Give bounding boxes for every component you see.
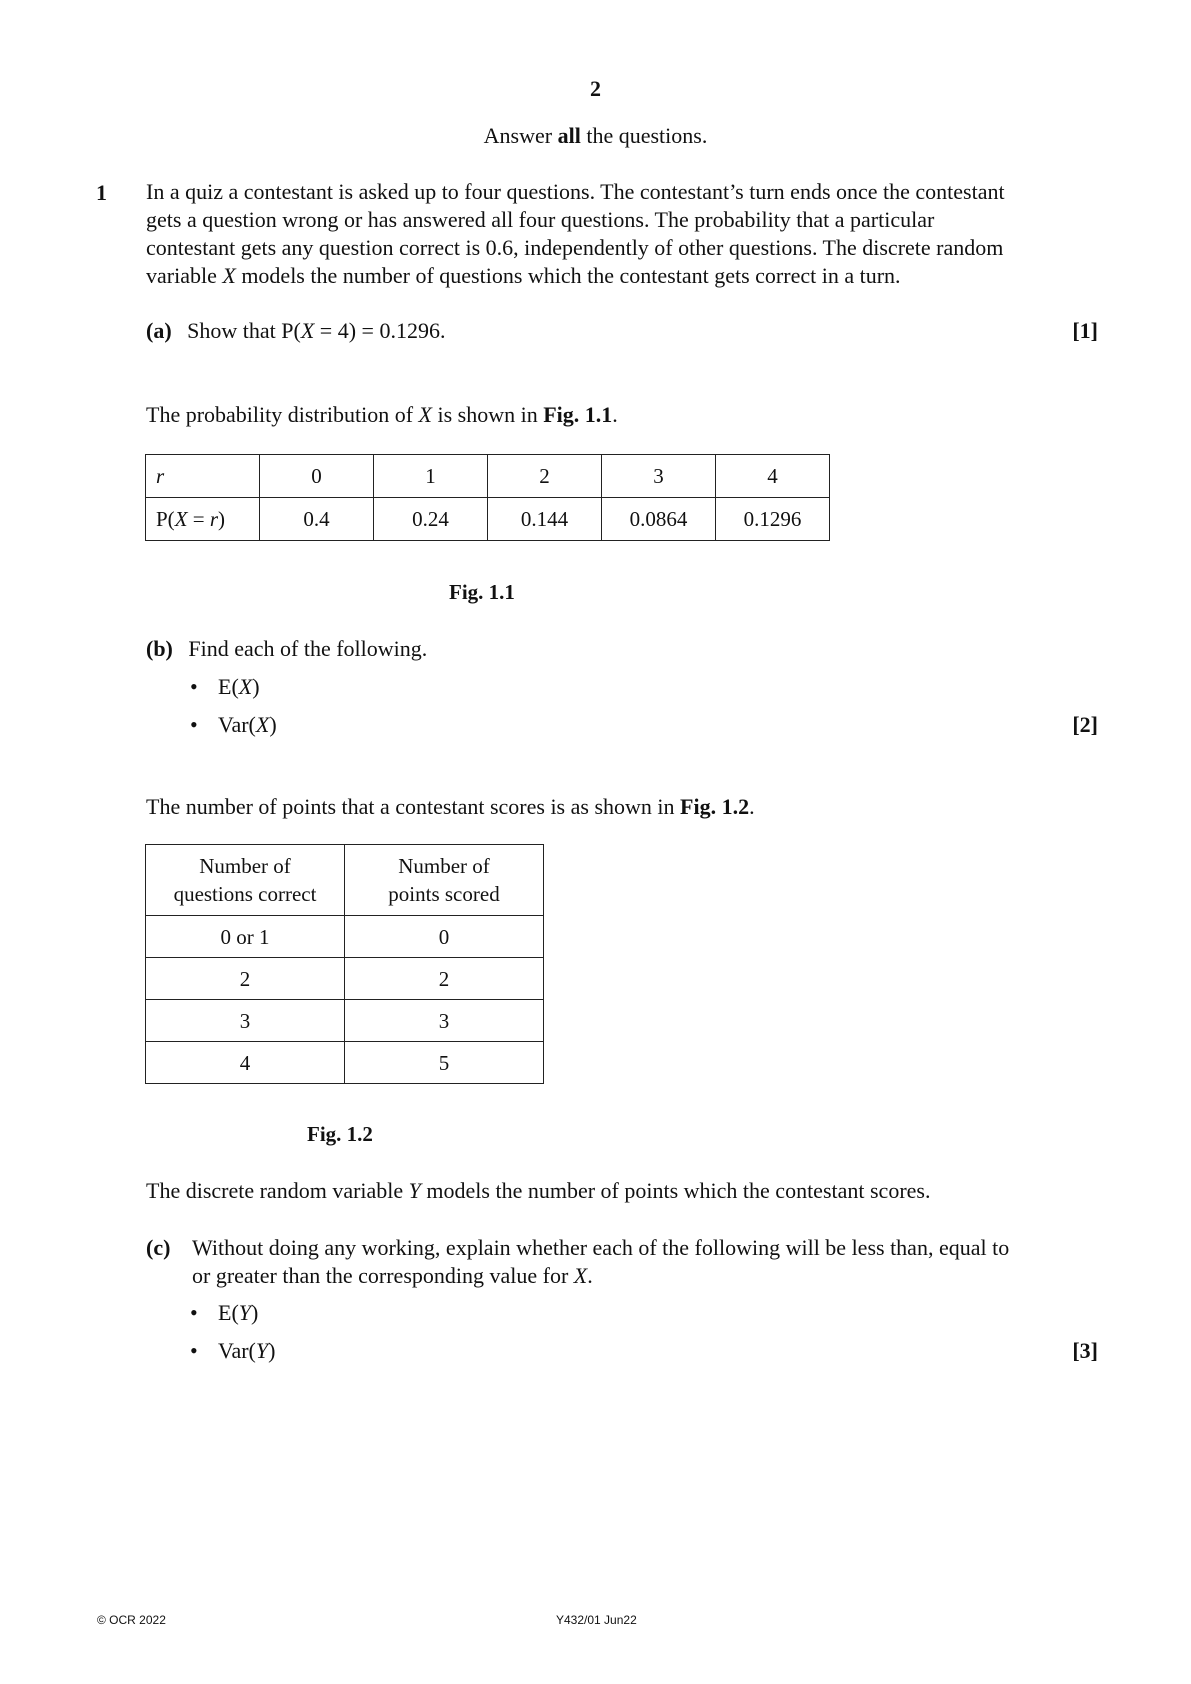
table-cell: 2: [345, 958, 544, 1000]
column-header: Number of questions correct: [146, 845, 345, 916]
part-a-text: Show that P(X = 4) = 0.1296.: [187, 318, 446, 343]
table-row: [146, 916, 544, 958]
part-c-line: or greater than the corresponding value for X.: [192, 1263, 593, 1288]
part-b: [146, 636, 427, 662]
page-number: 2: [590, 76, 601, 101]
part-a: [146, 318, 445, 344]
fig11-intro: The probability distribution of X is shown in Fig. 1.1.: [146, 402, 618, 427]
table-cell: 0: [345, 916, 544, 958]
stem-line: contestant gets any question correct is 0.6, independently of other questions. The discrete random: [146, 235, 1004, 260]
stem-text: variable: [146, 263, 223, 288]
table-cell: 0 or 1: [146, 916, 345, 958]
bullet-icon: •: [190, 1300, 198, 1325]
points-table: [145, 844, 544, 1084]
footer-paper-code: Y432/01 Jun22: [556, 1613, 637, 1627]
stem-line: gets a question wrong or has answered all four questions. The probability that a particular: [146, 207, 935, 232]
table-cell: 5: [345, 1042, 544, 1084]
table-cell: 3: [345, 1000, 544, 1042]
row-header-r: r: [146, 455, 260, 498]
bullet-icon: •: [190, 674, 198, 699]
fig12-intro: The number of points that a contestant scores is as shown in Fig. 1.2.: [146, 794, 755, 819]
bullet-icon: •: [190, 1338, 198, 1363]
table-cell: 4: [146, 1042, 345, 1084]
table-cell: 0.1296: [716, 498, 830, 541]
question-stem: [146, 178, 1106, 290]
instruction-post: the questions.: [580, 123, 708, 148]
bullet-icon: •: [190, 712, 198, 737]
y-definition: The discrete random variable Y models the number of points which the contestant scores.: [146, 1178, 931, 1203]
fig12-caption: Fig. 1.2: [307, 1122, 373, 1146]
row-header-prob: P(X = r): [146, 498, 260, 541]
table-cell: 0.144: [488, 498, 602, 541]
table-row: [146, 1042, 544, 1084]
part-a-marks: [1]: [1072, 318, 1098, 343]
question-number: 1: [96, 180, 107, 205]
part-b-text: Find each of the following.: [188, 636, 428, 661]
bullet-item: • Var(Y): [190, 1338, 276, 1363]
table-cell: 0.4: [260, 498, 374, 541]
part-b-marks: [2]: [1072, 712, 1098, 737]
table-cell: 3: [146, 1000, 345, 1042]
table-cell: 0.0864: [602, 498, 716, 541]
table-row: [146, 498, 830, 541]
part-b-label: (b): [146, 636, 173, 661]
table-row: [146, 1000, 544, 1042]
part-c-label: (c): [146, 1235, 171, 1260]
table-cell: 2: [146, 958, 345, 1000]
table-row: [146, 958, 544, 1000]
part-c-marks: [3]: [1072, 1338, 1098, 1363]
table-row: [146, 455, 830, 498]
stem-text: models the number of questions which the contestant gets correct in a turn.: [235, 263, 901, 288]
stem-line: [146, 262, 1106, 290]
bullet-item: • E(X): [190, 674, 260, 699]
table-cell: 0: [260, 455, 374, 498]
bullet-item: • Var(X): [190, 712, 277, 737]
stem-line: In a quiz a contestant is asked up to four questions. The contestant’s turn ends once the contestant: [146, 179, 1005, 204]
table-cell: 0.24: [374, 498, 488, 541]
part-c: [146, 1234, 1106, 1290]
var-x: X: [222, 263, 236, 288]
instruction: [0, 123, 1191, 149]
footer-copyright: © OCR 2022: [97, 1613, 166, 1627]
part-c-line: Without doing any working, explain whether each of the following will be less than, equal to: [192, 1235, 1010, 1260]
table-cell: 3: [602, 455, 716, 498]
probability-distribution-table: [145, 454, 830, 541]
bullet-item: • E(Y): [190, 1300, 259, 1325]
table-cell: 2: [488, 455, 602, 498]
instruction-bold: all: [557, 123, 581, 148]
table-cell: 4: [716, 455, 830, 498]
column-header: Number of points scored: [345, 845, 544, 916]
table-cell: 1: [374, 455, 488, 498]
part-a-label: (a): [146, 318, 172, 343]
fig11-caption: Fig. 1.1: [449, 580, 515, 604]
instruction-pre: Answer: [483, 123, 558, 148]
table-header-row: [146, 845, 544, 916]
